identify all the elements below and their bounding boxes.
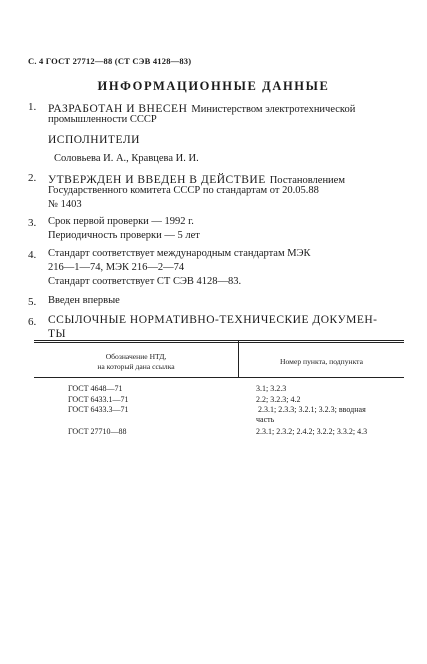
item-1-number: 1. (28, 101, 37, 113)
item-1-lead: РАЗРАБОТАН И ВНЕСЕН (48, 103, 188, 115)
item-5-line-1: Введен впервые (48, 295, 120, 306)
table-row-1-clauses: 3.1; 3.2.3 (256, 384, 287, 393)
table-row-4-doc: ГОСТ 27710—88 (68, 427, 127, 436)
item-4-line-3: Стандарт соответствует СТ СЭВ 4128—83. (48, 276, 242, 287)
page-header: С. 4 ГОСТ 27712—88 (СТ СЭВ 4128—83) (28, 56, 192, 66)
item-6-line-1: ССЫЛОЧНЫЕ НОРМАТИВНО-ТЕХНИЧЕСКИЕ ДОКУМЕН- (48, 314, 378, 326)
table-col2-header: Номер пункта, подпункта (280, 357, 363, 366)
item-5-number: 5. (28, 296, 37, 308)
item-2-lead: УТВЕРЖДЕН И ВВЕДЕН В ДЕЙСТВИЕ (48, 174, 266, 186)
table-header-rule (34, 377, 404, 378)
table-col1-header (34, 352, 238, 372)
item-3-number: 3. (28, 217, 37, 229)
item-4-line-2: 216—1—74, МЭК 216—2—74 (48, 262, 185, 273)
item-3-line-2: Периодичность проверки — 5 лет (48, 230, 200, 241)
item-4-line-1: Стандарт соответствует международным стандартам МЭК (48, 248, 311, 259)
performers-names: Соловьева И. А., Кравцева И. И. (54, 153, 199, 164)
item-3-line-1: Срок первой проверки — 1992 г. (48, 216, 194, 227)
table-top-rule (34, 340, 404, 341)
item-2-line-2: Государственного комитета СССР по стандартам от 20.05.88 (48, 185, 319, 196)
item-4-number: 4. (28, 249, 37, 261)
table-row-1-doc: ГОСТ 4648—71 (68, 384, 123, 393)
table-row-3-clauses-cont: часть (256, 415, 275, 424)
performers-heading: ИСПОЛНИТЕЛИ (48, 134, 140, 146)
table-col1-header-line-2: на который дана ссылка (97, 362, 175, 371)
item-2-number: 2. (28, 172, 37, 184)
table-row-2-clauses: 2.2; 3.2.3; 4.2 (256, 395, 301, 404)
item-6-line-2: ТЫ (48, 328, 67, 340)
page-title: ИНФОРМАЦИОННЫЕ ДАННЫЕ (97, 79, 330, 93)
table-row-4-clauses: 2.3.1; 2.3.2; 2.4.2; 3.2.2; 3.3.2; 4.3 (256, 427, 368, 436)
item-2-rest: Постановлением (269, 175, 345, 186)
table-row-3-doc: ГОСТ 6433.3—71 (68, 405, 129, 414)
item-1-line-2: промышленности СССР (48, 114, 157, 125)
table-row-3-clauses: 2.3.1; 2.3.3; 3.2.1; 3.2.3; вводная (258, 405, 366, 414)
item-6-number: 6. (28, 316, 37, 328)
table-row-2-doc: ГОСТ 6433.1—71 (68, 395, 129, 404)
item-2-line-3: № 1403 (48, 199, 82, 210)
table-col1-header-line-1: Обозначение НТД, (105, 352, 167, 361)
table-top-rule-2 (34, 342, 404, 343)
item-1-rest: Министерством электротехнической (191, 104, 356, 115)
